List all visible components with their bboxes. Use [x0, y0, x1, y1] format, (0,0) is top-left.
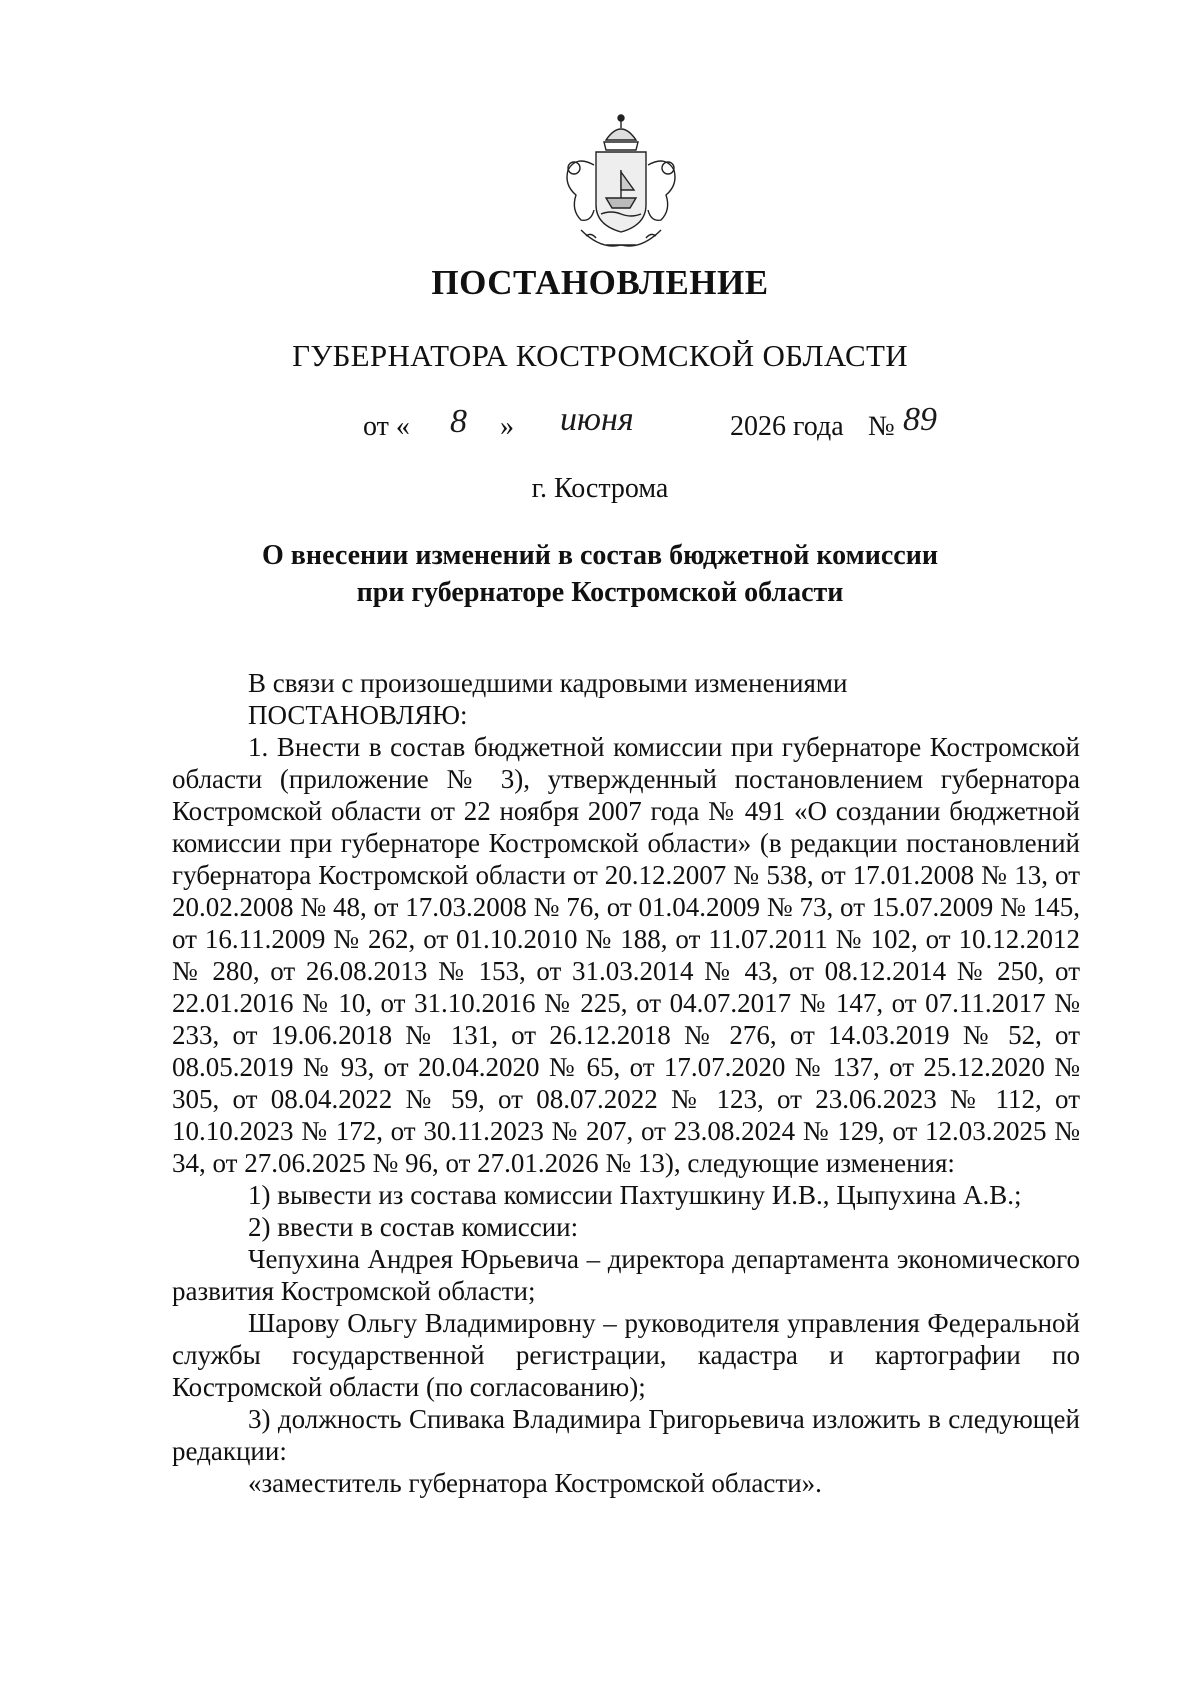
date-year: 2026 года	[730, 411, 844, 442]
handwritten-number: 89	[903, 401, 937, 438]
document-heading	[0, 537, 1200, 611]
city-line: г. Кострома	[531, 473, 669, 504]
handwritten-day: 8	[450, 403, 467, 440]
intro-paragraph: В связи с произошедшими кадровыми изменениями	[248, 668, 848, 698]
heading-line-2: при губернаторе Костромской области	[356, 577, 844, 608]
coat-of-arms-emblem	[546, 110, 696, 260]
document-title: ПОСТАНОВЛЕНИЕ	[431, 263, 769, 302]
item-1-paragraph: 1. Внести в состав бюджетной комиссии при губернаторе Костромской области (приложение № 3), утвержденный постановлением губернатора Костромской области от 22 ноября 2007 года № 491 «О создании бюджетной комиссии при губернаторе Костромской области» (в редакции постановлений губернатора Костромской области от 20.12.2007 № 538, от 17.01.2008 № 13, от 20.02.2008 № 48, от 17.03.2008 № 76, от 01.04.2009 № 73, от 15.07.2009 № 145, от 16.11.2009 № 262, от 01.10.2010 № 188, от 11.07.2011 № 102, от 10.12.2012 № 280, от 26.08.2013 № 153, от 31.03.2014 № 43, от 08.12.2014 № 250, от 22.01.2016 № 10, от 31.10.2016 № 225, от 04.07.2017 № 147, от 07.11.2017 № 233, от 19.06.2018 № 131, от 26.12.2018 № 276, от 14.03.2019 № 52, от 08.05.2019 № 93, от 20.04.2020 № 65, от 17.07.2020 № 137, от 25.12.2020 № 305, от 08.04.2022 № 59, от 08.07.2022 № 123, от 23.06.2023 № 112, от 10.10.2023 № 172, от 30.11.2023 № 207, от 23.08.2024 № 129, от 12.03.2025 № 34, от 27.06.2025 № 96, от 27.01.2026 № 13), следующие изменения:	[172, 732, 1080, 1178]
decree-word: ПОСТАНОВЛЯЮ:	[248, 700, 468, 730]
date-quote-close: »	[500, 411, 514, 442]
number-prefix: №	[868, 411, 895, 442]
decree-body	[172, 667, 1080, 1499]
person-1-paragraph: Чепухина Андрея Юрьевича – директора департамента экономического развития Костромской области;	[172, 1244, 1080, 1306]
date-prefix: от «	[363, 411, 410, 442]
date-line	[0, 401, 1200, 455]
subitem-2: 2) ввести в состав комиссии:	[248, 1212, 579, 1242]
heading-line-1: О внесении изменений в состав бюджетной комиссии	[262, 540, 938, 571]
person-2-paragraph: Шарову Ольгу Владимировну – руководителя управления Федеральной службы государственной регистрации, кадастра и картографии по Костромской области (по согласованию);	[172, 1308, 1080, 1402]
document-subtitle: ГУБЕРНАТОРА КОСТРОМСКОЙ ОБЛАСТИ	[292, 338, 908, 373]
handwritten-month: июня	[560, 401, 634, 438]
subitem-1: 1) вывести из состава комиссии Пахтушкину И.В., Цыпухина А.В.;	[248, 1180, 1022, 1210]
quote-paragraph: «заместитель губернатора Костромской области».	[248, 1468, 822, 1498]
subitem-3: 3) должность Спивака Владимира Григорьевича изложить в следующей редакции:	[172, 1404, 1080, 1466]
